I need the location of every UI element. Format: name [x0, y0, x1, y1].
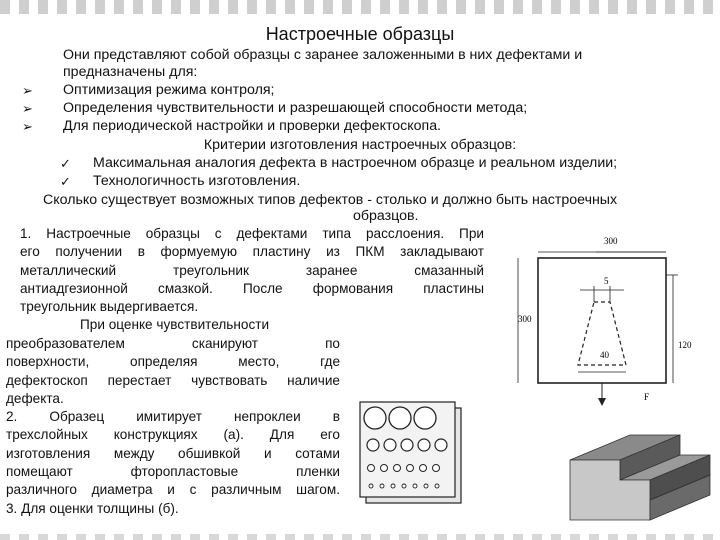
paragraph-line: металлический треугольник заранее смазанный — [20, 262, 484, 278]
plate-drawing — [508, 230, 713, 410]
paragraph-line: 3. Для оценки толщины (б). — [6, 500, 179, 516]
defect-hole — [413, 484, 417, 488]
defect-hole — [402, 484, 406, 488]
criteria-item-1: Максимальная аналогия дефекта в настроечном образце и реальном изделии; — [93, 155, 618, 171]
criteria-heading: Критерии изготовления настроечных образцов: — [203, 137, 517, 153]
defect-hole — [414, 407, 436, 429]
holes-sample-drawing — [340, 390, 480, 520]
paragraph-delamination — [20, 225, 484, 316]
defect-hole — [380, 484, 384, 488]
defect-hole — [364, 407, 386, 429]
arrow-bullet-icon: ➢ — [22, 119, 33, 134]
defect-hole — [435, 439, 447, 451]
intro-line-1: Они представляют собой образцы с заранее заложенными в них дефектами и — [63, 47, 583, 63]
defect-hole — [391, 484, 395, 488]
paragraph-sensitivity — [6, 335, 340, 518]
criteria-item-2: Технологичность изготовления. — [93, 173, 301, 189]
force-label: F — [644, 392, 650, 402]
plate-outline — [538, 258, 666, 383]
dimension-label-left: 300 — [518, 314, 532, 324]
decorative-bottom-stripes — [0, 534, 720, 540]
dimension-label-top: 300 — [604, 236, 618, 246]
defect-hole — [418, 439, 430, 451]
dimension-label-small: 5 — [604, 276, 609, 286]
paragraph-line: треугольник выдергивается. — [20, 299, 199, 315]
dimension-label-right: 120 — [678, 340, 692, 350]
paragraph-line: 1. Настроечные образцы с дефектами типа расслоения. При — [20, 226, 484, 241]
paragraph-line: преобразователем сканируют по — [6, 336, 340, 351]
intro-line-2: предназначены для: — [63, 64, 198, 80]
paragraph-line: трехслойных конструкциях (а). Для его — [6, 427, 340, 443]
checkmark-icon: ✓ — [60, 174, 71, 189]
defect-hole — [369, 484, 373, 488]
dimension-label-bottom: 40 — [600, 350, 609, 360]
arrow-bullet-icon: ➢ — [22, 83, 33, 98]
defect-hole — [368, 465, 375, 472]
paragraph-line: дефекта. — [6, 390, 64, 406]
paragraph-line: изготовления между обшивкой и сотами — [6, 445, 340, 461]
slide-title: Настроечные образцы — [265, 24, 455, 44]
paragraph-line: дефектоскоп перестает чувствовать наличие — [6, 372, 340, 388]
defect-hole — [401, 439, 413, 451]
paragraph-line: помещают фторопластовые пленки — [6, 464, 340, 480]
defect-hole — [367, 439, 379, 451]
defect-hole — [389, 407, 411, 429]
defect-hole — [420, 465, 427, 472]
defect-hole — [433, 465, 440, 472]
defect-hole — [394, 465, 401, 472]
paragraph-line: поверхности, определяя место, где — [6, 354, 340, 370]
defect-hole — [381, 465, 388, 472]
summary-line-1: Сколько существует возможных типов дефектов - столько и должно быть настроечных — [43, 192, 618, 208]
checkmark-icon: ✓ — [60, 156, 71, 171]
paragraph-line: различного диаметра и с различным шагом. — [6, 482, 340, 498]
defect-hole — [407, 465, 414, 472]
paragraph-sensitivity-first-line: При оценке чувствительности — [80, 317, 270, 332]
purpose-item-2: Определения чувствительности и разрешающей способности метода; — [63, 100, 528, 116]
summary-line-2: образцов. — [353, 208, 419, 224]
purpose-item-1: Оптимизация режима контроля; — [63, 82, 275, 98]
defect-hole — [424, 484, 428, 488]
purpose-item-3: Для периодической настройки и проверки дефектоскопа. — [63, 118, 442, 134]
defect-hole — [435, 484, 439, 488]
paragraph-line: антиадгезионной смазкой. После формования пластины — [20, 280, 484, 296]
paragraph-line: его получении в формуемую пластину из ПКМ закладывают — [20, 244, 484, 260]
decorative-top-stripes — [0, 0, 720, 14]
step-sample-drawing — [560, 420, 720, 535]
paragraph-line: 2. Образец имитирует непроклеи в — [6, 409, 340, 425]
defect-hole — [384, 439, 396, 451]
arrow-bullet-icon: ➢ — [22, 101, 33, 116]
